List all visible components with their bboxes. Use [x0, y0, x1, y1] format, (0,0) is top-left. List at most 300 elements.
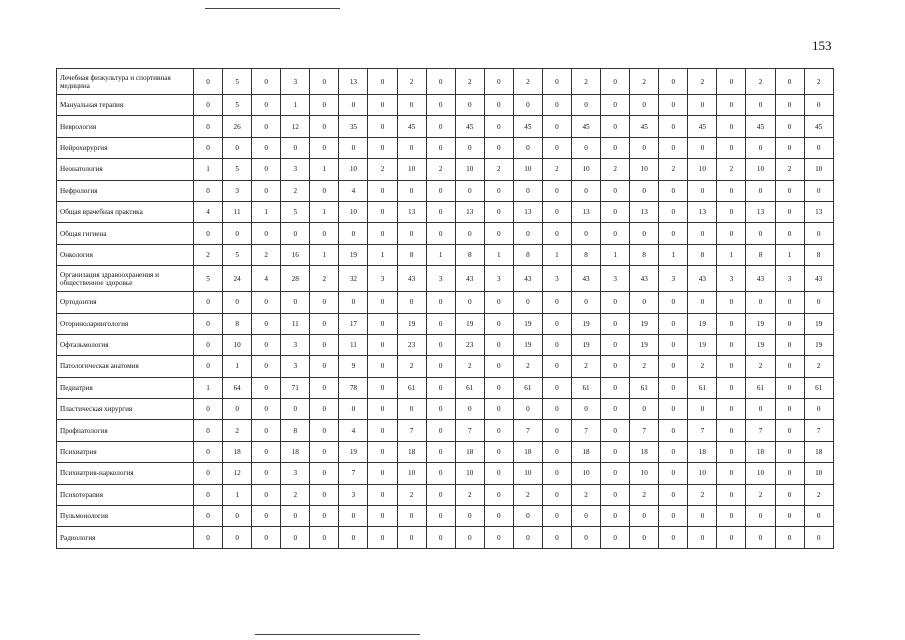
value-cell: 2 [659, 159, 688, 180]
value-cell: 0 [484, 313, 513, 334]
value-cell: 0 [746, 506, 775, 527]
value-cell: 7 [688, 420, 717, 441]
value-cell: 0 [310, 137, 339, 158]
value-cell: 0 [194, 292, 223, 313]
value-cell: 0 [339, 137, 368, 158]
value-cell: 0 [484, 95, 513, 116]
value-cell: 4 [339, 180, 368, 201]
value-cell: 8 [455, 244, 484, 265]
table-row [57, 313, 834, 334]
specialty-table-body [57, 69, 834, 549]
value-cell: 0 [659, 399, 688, 420]
value-cell: 4 [339, 420, 368, 441]
value-cell: 0 [426, 377, 455, 398]
value-cell: 0 [572, 223, 601, 244]
value-cell: 16 [281, 244, 310, 265]
value-cell: 0 [252, 137, 281, 158]
value-cell: 0 [542, 95, 571, 116]
value-cell: 0 [484, 201, 513, 222]
value-cell: 0 [542, 527, 571, 548]
value-cell: 0 [397, 137, 426, 158]
value-cell: 2 [455, 69, 484, 95]
value-cell: 0 [484, 292, 513, 313]
value-cell: 0 [601, 420, 630, 441]
value-cell: 2 [223, 420, 252, 441]
value-cell: 0 [426, 420, 455, 441]
value-cell: 0 [368, 463, 397, 484]
value-cell: 8 [513, 244, 542, 265]
value-cell: 0 [572, 180, 601, 201]
value-cell: 0 [368, 484, 397, 505]
value-cell: 64 [223, 377, 252, 398]
value-cell: 2 [630, 356, 659, 377]
value-cell: 2 [455, 356, 484, 377]
value-cell: 0 [688, 506, 717, 527]
value-cell: 0 [397, 180, 426, 201]
value-cell: 0 [513, 95, 542, 116]
value-cell: 19 [339, 441, 368, 462]
value-cell: 0 [601, 116, 630, 137]
value-cell: 0 [484, 463, 513, 484]
value-cell: 0 [775, 441, 804, 462]
value-cell: 0 [659, 441, 688, 462]
table-row [57, 527, 834, 548]
value-cell: 2 [368, 159, 397, 180]
value-cell: 0 [601, 292, 630, 313]
value-cell: 0 [223, 292, 252, 313]
value-cell: 43 [804, 266, 833, 292]
value-cell: 0 [281, 399, 310, 420]
value-cell: 0 [572, 506, 601, 527]
value-cell: 0 [717, 506, 746, 527]
table-row [57, 334, 834, 355]
value-cell: 0 [513, 180, 542, 201]
value-cell: 0 [542, 116, 571, 137]
value-cell: 1 [310, 159, 339, 180]
value-cell: 0 [455, 180, 484, 201]
value-cell: 0 [601, 334, 630, 355]
value-cell: 0 [281, 506, 310, 527]
value-cell: 0 [252, 356, 281, 377]
value-cell: 0 [484, 399, 513, 420]
value-cell: 0 [484, 506, 513, 527]
value-cell: 61 [746, 377, 775, 398]
value-cell: 2 [310, 266, 339, 292]
value-cell: 0 [455, 527, 484, 548]
page-number: 153 [812, 38, 832, 53]
value-cell: 0 [746, 95, 775, 116]
value-cell: 0 [688, 527, 717, 548]
value-cell: 0 [542, 484, 571, 505]
value-cell: 0 [426, 201, 455, 222]
specialty-name: Патологическая анатомия [57, 356, 194, 377]
value-cell: 0 [368, 334, 397, 355]
value-cell: 10 [572, 159, 601, 180]
value-cell: 0 [659, 463, 688, 484]
value-cell: 0 [426, 137, 455, 158]
value-cell: 0 [455, 506, 484, 527]
value-cell: 0 [397, 527, 426, 548]
value-cell: 0 [804, 399, 833, 420]
value-cell: 7 [804, 420, 833, 441]
value-cell: 2 [630, 69, 659, 95]
value-cell: 0 [194, 527, 223, 548]
value-cell: 2 [513, 69, 542, 95]
value-cell: 0 [455, 223, 484, 244]
value-cell: 2 [746, 356, 775, 377]
value-cell: 2 [572, 69, 601, 95]
value-cell: 0 [688, 399, 717, 420]
value-cell: 3 [281, 463, 310, 484]
value-cell: 2 [397, 69, 426, 95]
value-cell: 0 [804, 527, 833, 548]
value-cell: 19 [513, 334, 542, 355]
value-cell: 3 [281, 159, 310, 180]
value-cell: 0 [426, 334, 455, 355]
value-cell: 0 [775, 292, 804, 313]
value-cell: 61 [688, 377, 717, 398]
value-cell: 0 [194, 356, 223, 377]
value-cell: 11 [339, 334, 368, 355]
value-cell: 0 [252, 463, 281, 484]
value-cell: 0 [484, 377, 513, 398]
value-cell: 0 [194, 180, 223, 201]
value-cell: 4 [194, 201, 223, 222]
value-cell: 0 [194, 506, 223, 527]
value-cell: 7 [630, 420, 659, 441]
value-cell: 0 [223, 506, 252, 527]
value-cell: 1 [310, 201, 339, 222]
value-cell: 45 [455, 116, 484, 137]
value-cell: 19 [746, 313, 775, 334]
table-row [57, 356, 834, 377]
value-cell: 10 [339, 159, 368, 180]
table-row [57, 463, 834, 484]
value-cell: 19 [688, 334, 717, 355]
value-cell: 0 [717, 399, 746, 420]
value-cell: 0 [252, 506, 281, 527]
value-cell: 0 [513, 223, 542, 244]
specialty-name: Организация здравоохранения и общественное здоровье [57, 266, 194, 292]
value-cell: 0 [426, 463, 455, 484]
value-cell: 0 [223, 223, 252, 244]
value-cell: 5 [281, 201, 310, 222]
value-cell: 0 [310, 313, 339, 334]
value-cell: 0 [484, 223, 513, 244]
value-cell: 3 [542, 266, 571, 292]
value-cell: 0 [630, 399, 659, 420]
value-cell: 0 [659, 527, 688, 548]
value-cell: 43 [513, 266, 542, 292]
value-cell: 0 [368, 441, 397, 462]
table-row [57, 201, 834, 222]
specialty-name: Мануальная терапия [57, 95, 194, 116]
value-cell: 0 [368, 399, 397, 420]
value-cell: 0 [542, 441, 571, 462]
specialty-name: Радиология [57, 527, 194, 548]
value-cell: 0 [542, 356, 571, 377]
value-cell: 0 [601, 484, 630, 505]
value-cell: 0 [775, 223, 804, 244]
specialty-name: Лечебная физкультура и спортивная медицина [57, 69, 194, 95]
specialty-name: Неврология [57, 116, 194, 137]
value-cell: 0 [368, 420, 397, 441]
value-cell: 3 [281, 356, 310, 377]
specialty-name: Неонатология [57, 159, 194, 180]
value-cell: 61 [455, 377, 484, 398]
value-cell: 0 [513, 399, 542, 420]
value-cell: 0 [484, 69, 513, 95]
value-cell: 0 [194, 223, 223, 244]
value-cell: 10 [455, 463, 484, 484]
value-cell: 0 [746, 180, 775, 201]
value-cell: 0 [542, 420, 571, 441]
value-cell: 19 [339, 244, 368, 265]
value-cell: 0 [601, 313, 630, 334]
value-cell: 0 [775, 313, 804, 334]
value-cell: 0 [688, 95, 717, 116]
value-cell: 0 [426, 69, 455, 95]
specialty-table [56, 68, 834, 549]
value-cell: 10 [688, 463, 717, 484]
value-cell: 0 [426, 223, 455, 244]
value-cell: 0 [542, 463, 571, 484]
value-cell: 0 [513, 292, 542, 313]
table-row [57, 180, 834, 201]
value-cell: 26 [223, 116, 252, 137]
value-cell: 0 [601, 506, 630, 527]
value-cell: 0 [659, 420, 688, 441]
value-cell: 2 [775, 159, 804, 180]
value-cell: 0 [339, 95, 368, 116]
value-cell: 19 [630, 334, 659, 355]
value-cell: 0 [630, 506, 659, 527]
value-cell: 0 [717, 69, 746, 95]
table-row [57, 116, 834, 137]
value-cell: 0 [775, 527, 804, 548]
value-cell: 0 [194, 334, 223, 355]
value-cell: 8 [746, 244, 775, 265]
value-cell: 0 [542, 180, 571, 201]
value-cell: 7 [572, 420, 601, 441]
value-cell: 35 [339, 116, 368, 137]
value-cell: 19 [513, 313, 542, 334]
bottom-rule [255, 634, 420, 635]
value-cell: 0 [804, 506, 833, 527]
specialty-name: Общая врачебная практика [57, 201, 194, 222]
value-cell: 0 [688, 180, 717, 201]
value-cell: 0 [717, 313, 746, 334]
value-cell: 0 [281, 292, 310, 313]
value-cell: 0 [775, 356, 804, 377]
value-cell: 0 [542, 201, 571, 222]
value-cell: 0 [455, 399, 484, 420]
value-cell: 10 [513, 159, 542, 180]
value-cell: 0 [746, 527, 775, 548]
value-cell: 0 [484, 420, 513, 441]
value-cell: 5 [223, 244, 252, 265]
value-cell: 0 [775, 420, 804, 441]
value-cell: 10 [339, 201, 368, 222]
value-cell: 0 [223, 527, 252, 548]
value-cell: 45 [630, 116, 659, 137]
table-row [57, 69, 834, 95]
value-cell: 2 [688, 356, 717, 377]
value-cell: 2 [484, 159, 513, 180]
value-cell: 10 [455, 159, 484, 180]
specialty-name: Педиатрия [57, 377, 194, 398]
value-cell: 0 [717, 223, 746, 244]
value-cell: 17 [339, 313, 368, 334]
specialty-name: Профпатология [57, 420, 194, 441]
value-cell: 0 [455, 95, 484, 116]
value-cell: 10 [513, 463, 542, 484]
value-cell: 8 [630, 244, 659, 265]
value-cell: 0 [659, 377, 688, 398]
value-cell: 19 [397, 313, 426, 334]
value-cell: 7 [339, 463, 368, 484]
value-cell: 0 [659, 180, 688, 201]
value-cell: 0 [601, 463, 630, 484]
value-cell: 7 [455, 420, 484, 441]
value-cell: 0 [368, 116, 397, 137]
specialty-name: Психиатрия-наркология [57, 463, 194, 484]
value-cell: 18 [281, 441, 310, 462]
value-cell: 3 [659, 266, 688, 292]
value-cell: 0 [775, 463, 804, 484]
value-cell: 0 [601, 356, 630, 377]
value-cell: 3 [484, 266, 513, 292]
value-cell: 0 [310, 527, 339, 548]
value-cell: 1 [223, 356, 252, 377]
value-cell: 19 [572, 313, 601, 334]
value-cell: 12 [281, 116, 310, 137]
value-cell: 0 [281, 527, 310, 548]
value-cell: 0 [310, 223, 339, 244]
value-cell: 2 [397, 356, 426, 377]
value-cell: 0 [746, 137, 775, 158]
value-cell: 1 [281, 95, 310, 116]
table-row [57, 292, 834, 313]
value-cell: 0 [688, 137, 717, 158]
value-cell: 0 [659, 484, 688, 505]
value-cell: 0 [659, 356, 688, 377]
value-cell: 0 [688, 223, 717, 244]
value-cell: 2 [426, 159, 455, 180]
value-cell: 0 [194, 441, 223, 462]
value-cell: 0 [659, 201, 688, 222]
value-cell: 2 [746, 484, 775, 505]
value-cell: 24 [223, 266, 252, 292]
value-cell: 0 [310, 441, 339, 462]
value-cell: 0 [252, 334, 281, 355]
value-cell: 18 [572, 441, 601, 462]
value-cell: 0 [426, 399, 455, 420]
value-cell: 0 [659, 334, 688, 355]
value-cell: 2 [804, 356, 833, 377]
value-cell: 0 [717, 180, 746, 201]
value-cell: 0 [339, 399, 368, 420]
value-cell: 13 [746, 201, 775, 222]
value-cell: 0 [455, 137, 484, 158]
value-cell: 0 [484, 356, 513, 377]
value-cell: 10 [630, 159, 659, 180]
value-cell: 0 [601, 137, 630, 158]
value-cell: 0 [397, 95, 426, 116]
value-cell: 0 [542, 377, 571, 398]
value-cell: 0 [717, 377, 746, 398]
specialty-name: Офтальмология [57, 334, 194, 355]
value-cell: 0 [339, 223, 368, 244]
value-cell: 28 [281, 266, 310, 292]
value-cell: 0 [775, 201, 804, 222]
table-row [57, 159, 834, 180]
value-cell: 61 [572, 377, 601, 398]
specialty-name: Онкология [57, 244, 194, 265]
value-cell: 0 [368, 292, 397, 313]
value-cell: 18 [455, 441, 484, 462]
table-row [57, 420, 834, 441]
value-cell: 0 [252, 292, 281, 313]
value-cell: 0 [601, 69, 630, 95]
value-cell: 0 [804, 292, 833, 313]
value-cell: 0 [310, 180, 339, 201]
value-cell: 1 [717, 244, 746, 265]
value-cell: 10 [746, 159, 775, 180]
value-cell: 0 [659, 95, 688, 116]
value-cell: 19 [804, 334, 833, 355]
table-row [57, 506, 834, 527]
value-cell: 2 [688, 484, 717, 505]
value-cell: 0 [310, 69, 339, 95]
value-cell: 43 [688, 266, 717, 292]
value-cell: 7 [513, 420, 542, 441]
value-cell: 45 [804, 116, 833, 137]
value-cell: 2 [601, 159, 630, 180]
value-cell: 0 [426, 116, 455, 137]
table-row [57, 223, 834, 244]
value-cell: 2 [746, 69, 775, 95]
value-cell: 4 [252, 266, 281, 292]
value-cell: 45 [746, 116, 775, 137]
value-cell: 0 [601, 377, 630, 398]
value-cell: 2 [630, 484, 659, 505]
value-cell: 2 [572, 484, 601, 505]
value-cell: 0 [717, 441, 746, 462]
value-cell: 0 [717, 292, 746, 313]
value-cell: 0 [310, 399, 339, 420]
value-cell: 2 [281, 484, 310, 505]
value-cell: 3 [717, 266, 746, 292]
value-cell: 0 [310, 116, 339, 137]
value-cell: 8 [223, 313, 252, 334]
top-rule [205, 8, 340, 9]
value-cell: 5 [223, 69, 252, 95]
value-cell: 2 [281, 180, 310, 201]
value-cell: 10 [804, 159, 833, 180]
value-cell: 2 [513, 484, 542, 505]
value-cell: 0 [513, 527, 542, 548]
specialty-name: Оториноларингология [57, 313, 194, 334]
value-cell: 0 [572, 399, 601, 420]
value-cell: 3 [368, 266, 397, 292]
value-cell: 0 [484, 527, 513, 548]
value-cell: 19 [630, 313, 659, 334]
value-cell: 0 [426, 441, 455, 462]
value-cell: 0 [455, 292, 484, 313]
value-cell: 0 [339, 506, 368, 527]
value-cell: 18 [688, 441, 717, 462]
